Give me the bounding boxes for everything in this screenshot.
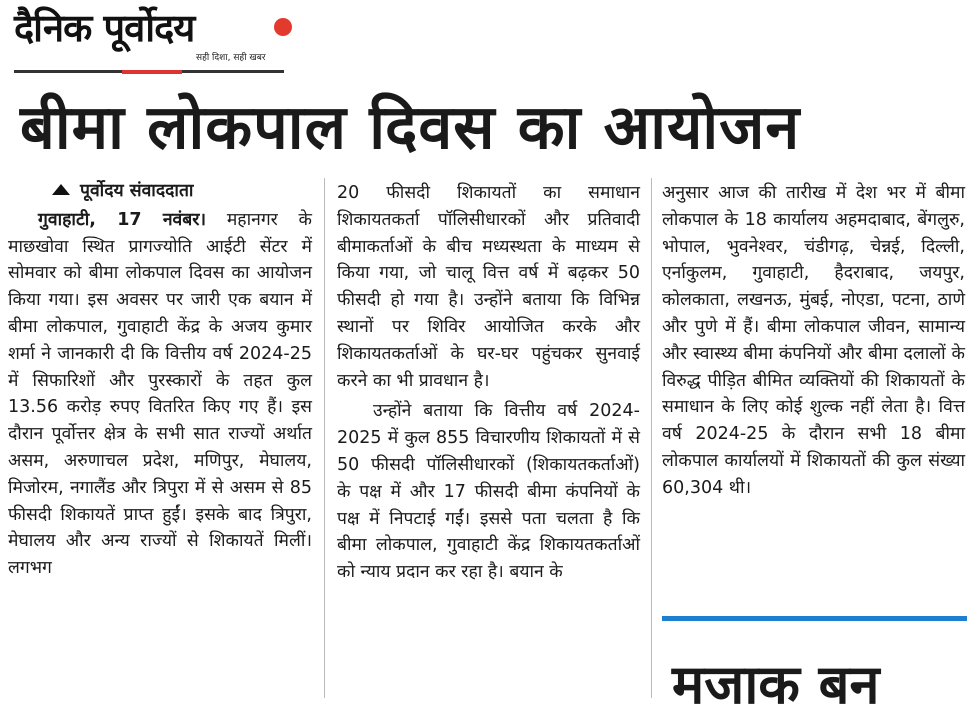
article-headline: बीमा लोकपाल दिवस का आयोजन — [20, 92, 801, 163]
section-separator — [662, 616, 967, 621]
byline — [8, 178, 312, 205]
masthead-rule-accent — [122, 70, 182, 74]
article-column-2 — [337, 180, 640, 586]
newspaper-tagline: सही दिशा, सही खबर — [196, 53, 266, 63]
article-column-3 — [662, 180, 965, 502]
column-divider — [324, 178, 325, 698]
byline-triangle-icon — [52, 184, 70, 195]
logo-dot-icon — [274, 18, 292, 36]
masthead-logo — [14, 6, 286, 72]
column-divider — [651, 178, 652, 698]
dateline: गुवाहाटी, 17 नवंबर। — [38, 209, 207, 230]
column-3-text: अनुसार आज की तारीख में देश भर में बीमा लोकपाल के 18 कार्यालय अहमदाबाद, बेंगलुरु, भोपाल, भुवनेश्वर, चंडीगढ़, चेन्नई, दिल्ली, एर्नाकुलम, गुवाहाटी, हैदराबाद, जयपुर, कोलकाता, लखनऊ, मुंबई, नोएडा, पटना, ठाणे और पुणे में हैं। बीमा लोकपाल जीवन, सामान्य और स्वास्थ्य बीमा कंपनियों और बीमा दलालों के विरुद्ध पीड़ित बीमित व्यक्तियों की शिकायतों के समाधान के लिए कोई शुल्क नहीं लेता है। वित्त वर्ष 2024-25 के दौरान सभी 18 बीमा लोकपाल कार्यालयों में शिकायतों की कुल संख्या 60,304 थी। — [662, 183, 965, 498]
column-2-paragraph-1: 20 फीसदी शिकायतों का समाधान शिकायतकर्ता पॉलिसीधारकों और प्रतिवादी बीमाकर्ताओं के बीच मध्यस्थता के माध्यम से किया गया, जो चालू वित्त वर्ष में बढ़कर 50 फीसदी हो गया है। उन्होंने बताया कि विभिन्न स्थानों पर शिविर आयोजित करके और शिकायतकर्ताओं के घर-घर पहुंचकर सुनवाई करने का भी प्रावधान है। — [337, 183, 640, 391]
next-article-headline: मजाक बन — [672, 653, 880, 716]
column-1-text: महानगर के माछखोवा स्थित प्रागज्योति आईटी सेंटर में सोमवार को बीमा लोकपाल दिवस का आयोजन किया गया। इस अवसर पर जारी एक बयान में बीमा लोकपाल, गुवाहाटी केंद्र के अजय कुमार शर्मा ने जानकारी दी कि वित्तीय वर्ष 2024-25 में सिफारिशों और पुरस्कारों के तहत कुल 13.56 करोड़ रुपए वितरित किए गए हैं। इस दौरान पूर्वोत्तर क्षेत्र के सभी सात राज्यों अर्थात असम, अरुणाचल प्रदेश, मणिपुर, मेघालय, मिजोरम, नगालैंड और त्रिपुरा में से असम से 85 फीसदी शिकायतें प्राप्त हुईं। इसके बाद त्रिपुरा, मेघालय और अन्य राज्यों से शिकायतें मिलीं। लगभग — [8, 209, 312, 579]
byline-text: पूर्वोदय संवाददाता — [80, 181, 194, 201]
column-2-paragraph-2: उन्होंने बताया कि वित्तीय वर्ष 2024-2025 में कुल 855 विचारणीय शिकायतों में से 50 फीसदी पॉलिसीधारकों (शिकायतकर्ताओं) के पक्ष में और 17 फीसदी बीमा कंपनियों के पक्ष में निपटाई गईं। इससे पता चलता है कि बीमा लोकपाल, गुवाहाटी केंद्र शिकायतकर्ताओं को न्याय प्रदान कर रहा है। बयान के — [337, 401, 640, 583]
newspaper-name: दैनिक पूर्वोदय — [14, 6, 195, 50]
article-column-1 — [8, 178, 312, 582]
